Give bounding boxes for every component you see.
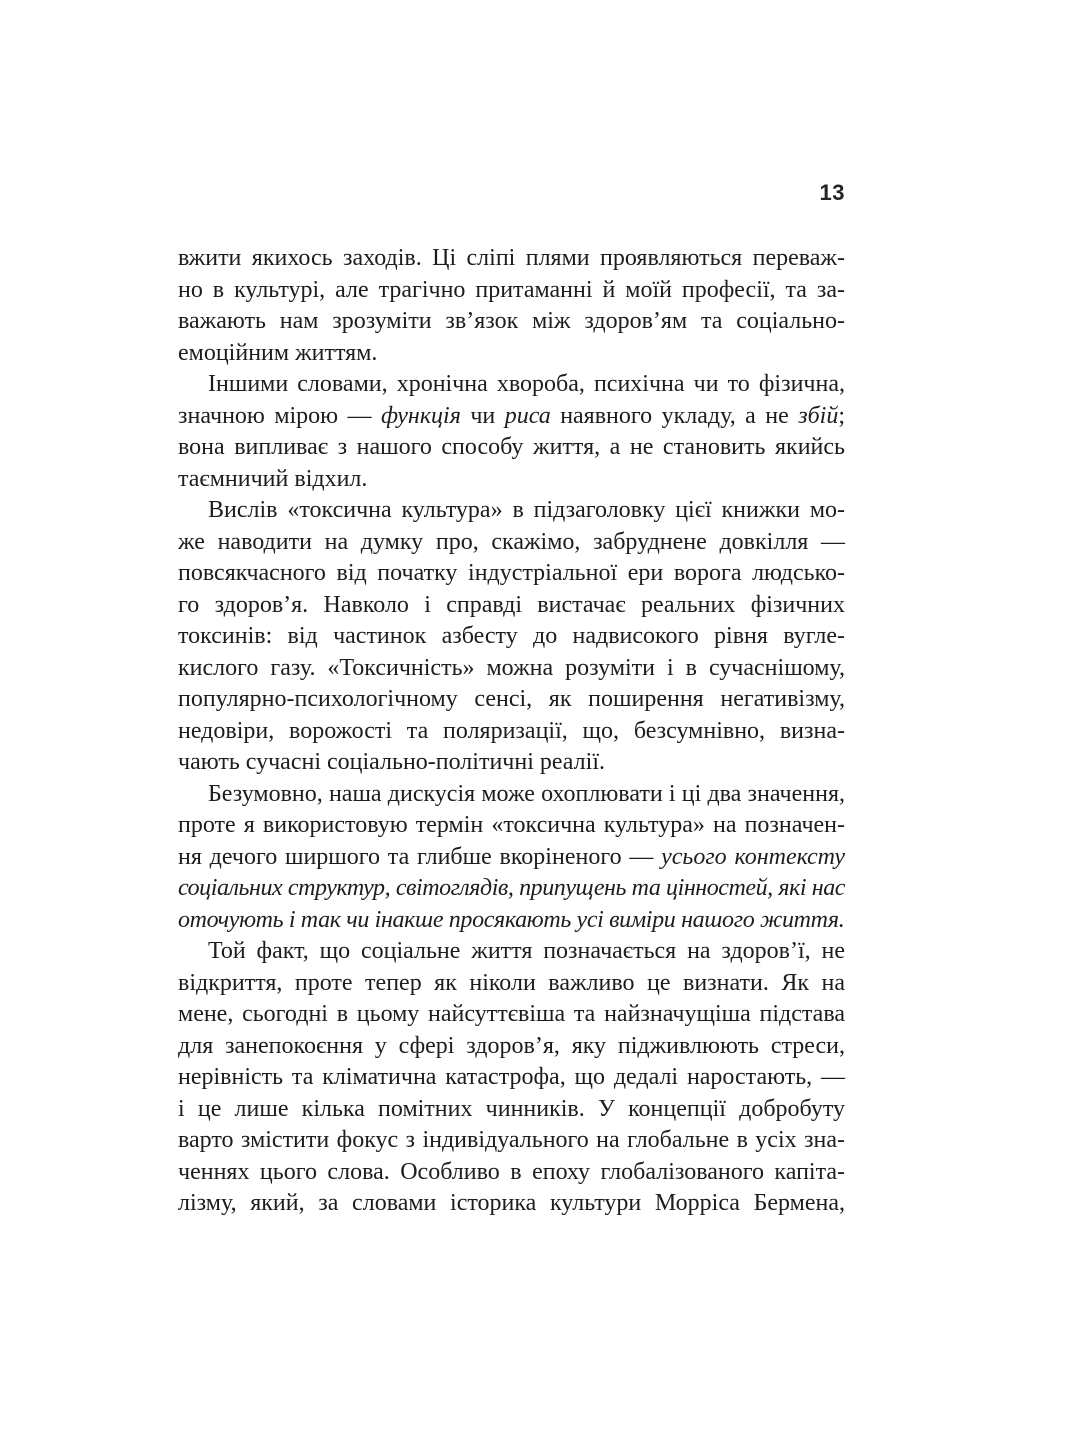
text-line — [178, 968, 845, 1000]
text-segment: значною мірою — — [178, 402, 382, 429]
text-segment: лізму, який, за словами історика культури Морріса Бермена, — [178, 1190, 845, 1216]
text-segment: кислого газу. «Токсичність» можна розуміти і в сучаснішому, — [178, 654, 845, 681]
text-line — [178, 1157, 845, 1189]
italic-text-segment: риса — [504, 402, 551, 429]
text-segment: Вислів «токсична культура» в підзаголовку цієї книжки мо- — [208, 497, 845, 523]
italic-text-segment: збій — [798, 402, 839, 429]
italic-text-segment: соціальних структур, світоглядів, припущень та цінностей, які нас — [178, 875, 845, 901]
text-line — [178, 1031, 845, 1063]
text-line — [178, 306, 845, 338]
text-segment: і це лише кілька помітних чинників. У концепції добробуту — [178, 1095, 845, 1122]
paragraph — [178, 495, 845, 779]
text-segment: Безумовно, наша дискусія може охоплювати і ці два значення, — [208, 780, 845, 807]
text-segment: популярно-психологічному сенсі, як поширення негативізму, — [178, 686, 845, 712]
text-line — [178, 464, 845, 496]
text-line — [178, 842, 845, 874]
italic-text-segment: оточують і так чи інакше просякають усі виміри нашого життя. — [178, 906, 845, 933]
text-line — [178, 495, 845, 527]
text-segment: таємничий відхил. — [178, 465, 368, 492]
text-line — [178, 621, 845, 653]
italic-text-segment: функція — [381, 402, 461, 429]
text-segment: Той факт, що соціальне життя позначається на здоров’ї, не — [208, 938, 845, 964]
text-line — [178, 747, 845, 779]
paragraph — [178, 369, 845, 495]
text-line — [178, 558, 845, 590]
text-line — [178, 779, 845, 811]
text-segment: го здоров’я. Навколо і справді вистачає реальних фізичних — [178, 591, 845, 618]
text-segment: чають сучасні соціально-політичні реалії. — [178, 749, 605, 775]
paragraph — [178, 936, 845, 1220]
paragraph — [178, 779, 845, 937]
text-segment: же наводити на думку про, скажімо, забруднене довкілля — — [178, 528, 845, 555]
text-segment: варто змістити фокус з індивідуального на глобальне в усіх зна- — [178, 1127, 845, 1153]
text-segment: емоційним життям. — [178, 339, 378, 366]
text-segment: важають нам зрозуміти зв’язок між здоров’ям та соціально- — [178, 308, 845, 334]
text-segment: проте я використовую термін «токсична культура» на позначен- — [178, 812, 845, 838]
text-line — [178, 432, 845, 464]
text-segment: токсинів: від частинок азбесту до надвисокого рівня вугле- — [178, 623, 845, 649]
text-segment: ченнях цього слова. Особливо в епоху глобалізованого капіта- — [178, 1158, 845, 1185]
text-segment: наявного укладу, а не — [550, 402, 799, 429]
text-line — [178, 936, 845, 968]
text-line — [178, 369, 845, 401]
text-line — [178, 1062, 845, 1094]
text-line — [178, 590, 845, 622]
text-line — [178, 401, 845, 433]
text-segment: чи — [460, 402, 505, 429]
text-segment: вжити якихось заходів. Ці сліпі плями проявляються переваж- — [178, 245, 845, 271]
text-segment: нерівність та кліматична катастрофа, що дедалі наростають, — — [178, 1064, 845, 1090]
text-line — [178, 999, 845, 1031]
page-number: 13 — [819, 180, 845, 205]
text-line — [178, 338, 845, 370]
text-line — [178, 810, 845, 842]
text-segment: мене, сьогодні в цьому найсуттєвіша та найзначущіша підстава — [178, 1001, 845, 1027]
text-segment: но в культурі, але трагічно притаманні й моїй професії, та за- — [178, 276, 845, 303]
text-line — [178, 243, 845, 275]
paragraph — [178, 243, 845, 369]
text-segment: недовіри, ворожості та поляризації, що, безсумнівно, визна- — [178, 717, 845, 744]
italic-text-segment: усього контексту — [661, 843, 845, 870]
text-line — [178, 653, 845, 685]
text-line — [178, 684, 845, 716]
text-segment: ; — [838, 402, 845, 429]
text-segment: вона випливає з нашого способу життя, а не становить якийсь — [178, 434, 845, 460]
text-block — [178, 243, 845, 1220]
text-line — [178, 873, 845, 905]
text-line — [178, 275, 845, 307]
text-line — [178, 1094, 845, 1126]
text-segment: повсякчасного від початку індустріальної ери ворога людсько- — [178, 560, 845, 586]
text-line — [178, 905, 845, 937]
text-line — [178, 716, 845, 748]
text-line — [178, 1188, 845, 1220]
text-segment: ня дечого ширшого та глибше вкоріненого — — [178, 843, 662, 870]
text-segment: для занепокоєння у сфері здоров’я, яку підживлюють стреси, — [178, 1032, 845, 1059]
text-line — [178, 527, 845, 559]
text-segment: відкриття, проте тепер як ніколи важливо це визнати. Як на — [178, 969, 845, 996]
text-line — [178, 1125, 845, 1157]
text-segment: Іншими словами, хронічна хвороба, психічна чи то фізична, — [208, 371, 845, 397]
